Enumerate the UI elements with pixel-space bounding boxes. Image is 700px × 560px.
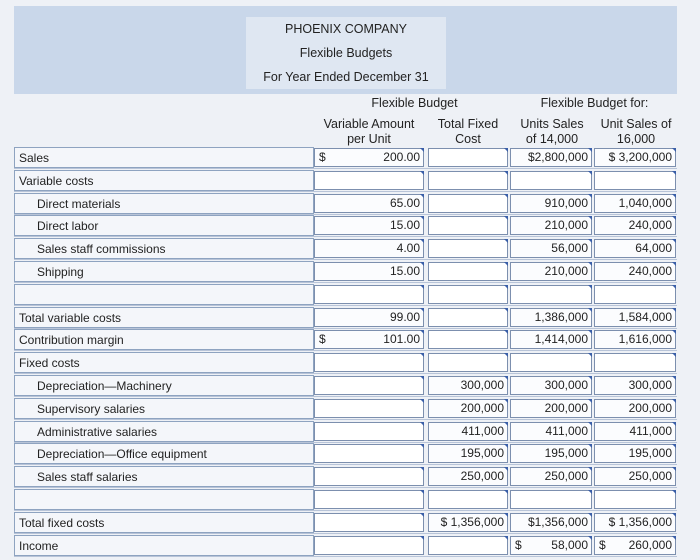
row-label-cell[interactable] bbox=[14, 375, 314, 396]
input-marker-icon bbox=[588, 376, 592, 380]
input-marker-icon bbox=[588, 490, 592, 494]
cell-var[interactable] bbox=[314, 444, 424, 463]
cell-u14[interactable] bbox=[510, 353, 592, 372]
cell-var[interactable] bbox=[314, 239, 424, 258]
cell-u14[interactable] bbox=[510, 194, 592, 213]
row-divider bbox=[14, 168, 677, 169]
input-marker-icon bbox=[504, 285, 508, 289]
input-marker-icon bbox=[420, 171, 424, 175]
input-marker-icon bbox=[420, 194, 424, 198]
row-label-cell[interactable] bbox=[14, 535, 314, 556]
cell-value: $2,800,000 bbox=[527, 150, 588, 164]
cell-value: 210,000 bbox=[544, 264, 588, 278]
group-flexible-budget-for: Flexible Budget for: bbox=[540, 96, 649, 110]
input-marker-icon bbox=[420, 444, 424, 448]
cell-u14[interactable] bbox=[510, 239, 592, 258]
row-label: Direct labor bbox=[37, 219, 99, 233]
input-marker-icon bbox=[420, 467, 424, 471]
cell-u16[interactable] bbox=[594, 308, 676, 327]
input-marker-icon bbox=[420, 330, 424, 334]
row-label-cell[interactable] bbox=[14, 147, 314, 168]
cell-value: 250,000 bbox=[460, 469, 504, 483]
cell-fixed[interactable] bbox=[428, 444, 508, 463]
cell-value: 101.00 bbox=[383, 332, 420, 346]
cell-value: 1,584,000 bbox=[618, 310, 672, 324]
cell-u14[interactable] bbox=[510, 536, 592, 555]
row-divider bbox=[14, 236, 677, 237]
input-marker-icon bbox=[504, 513, 508, 517]
input-marker-icon bbox=[504, 490, 508, 494]
row-label-cell[interactable] bbox=[14, 307, 314, 328]
cell-u14[interactable] bbox=[510, 216, 592, 235]
input-marker-icon bbox=[504, 353, 508, 357]
row-label: Total fixed costs bbox=[19, 516, 105, 530]
cell-value: 195,000 bbox=[544, 446, 588, 460]
input-marker-icon bbox=[504, 148, 508, 152]
cell-value: 195,000 bbox=[460, 446, 504, 460]
cell-u16[interactable] bbox=[594, 353, 676, 372]
input-marker-icon bbox=[588, 422, 592, 426]
row-label-cell[interactable] bbox=[14, 512, 314, 533]
row-label: Contribution margin bbox=[19, 333, 124, 347]
input-marker-icon bbox=[588, 536, 592, 540]
cell-value: 99.00 bbox=[389, 310, 420, 324]
input-marker-icon bbox=[588, 353, 592, 357]
cell-var[interactable] bbox=[314, 330, 424, 349]
row-divider bbox=[14, 191, 677, 192]
input-marker-icon bbox=[672, 467, 676, 471]
input-marker-icon bbox=[672, 490, 676, 494]
cell-value: 200,000 bbox=[544, 401, 588, 415]
cell-fixed[interactable] bbox=[428, 536, 508, 555]
input-marker-icon bbox=[420, 422, 424, 426]
row-label: Income bbox=[19, 539, 59, 553]
input-marker-icon bbox=[672, 216, 676, 220]
input-marker-icon bbox=[672, 513, 676, 517]
cell-fixed[interactable] bbox=[428, 239, 508, 258]
cell-fixed[interactable] bbox=[428, 171, 508, 190]
cell-value: 200.00 bbox=[383, 150, 420, 164]
cell-var[interactable] bbox=[314, 171, 424, 190]
input-marker-icon bbox=[504, 239, 508, 243]
cell-fixed[interactable] bbox=[428, 148, 508, 167]
cell-value: 411,000 bbox=[461, 424, 504, 438]
row-label: Depreciation—Office equipment bbox=[37, 447, 207, 461]
input-marker-icon bbox=[588, 513, 592, 517]
cell-value: 240,000 bbox=[628, 218, 672, 232]
cell-u16[interactable] bbox=[594, 216, 676, 235]
input-marker-icon bbox=[588, 467, 592, 471]
input-marker-icon bbox=[588, 399, 592, 403]
report-title: Flexible Budgets bbox=[246, 41, 446, 65]
cell-u16[interactable] bbox=[594, 536, 676, 555]
cell-var[interactable] bbox=[314, 353, 424, 372]
cell-value: 1,040,000 bbox=[618, 196, 672, 210]
cell-value: 58,000 bbox=[551, 538, 588, 552]
cell-u14[interactable] bbox=[510, 490, 592, 509]
row-label: Direct materials bbox=[37, 197, 121, 211]
cell-value: 250,000 bbox=[628, 469, 672, 483]
row-label: Sales bbox=[19, 151, 50, 165]
input-marker-icon bbox=[672, 422, 676, 426]
cell-u16[interactable] bbox=[594, 239, 676, 258]
row-label-cell[interactable] bbox=[14, 261, 314, 282]
row-divider bbox=[14, 373, 677, 374]
cell-fixed[interactable] bbox=[428, 262, 508, 281]
input-marker-icon bbox=[588, 330, 592, 334]
cell-u16[interactable] bbox=[594, 422, 676, 441]
cell-u14[interactable] bbox=[510, 513, 592, 532]
row-label-cell[interactable] bbox=[14, 170, 314, 191]
cell-value: 15.00 bbox=[389, 218, 420, 232]
input-marker-icon bbox=[420, 399, 424, 403]
cell-var[interactable] bbox=[314, 513, 424, 532]
cell-value: 910,000 bbox=[544, 196, 588, 210]
group-flexible-budget: Flexible Budget bbox=[371, 96, 458, 110]
cell-value: 240,000 bbox=[628, 264, 672, 278]
cell-u14[interactable] bbox=[510, 422, 592, 441]
cell-var[interactable] bbox=[314, 194, 424, 213]
input-marker-icon bbox=[420, 148, 424, 152]
cell-value: 250,000 bbox=[544, 469, 588, 483]
cell-fixed[interactable] bbox=[428, 353, 508, 372]
input-marker-icon bbox=[504, 399, 508, 403]
cell-u14[interactable] bbox=[510, 285, 592, 304]
cell-value: 1,414,000 bbox=[534, 332, 588, 346]
input-marker-icon bbox=[504, 171, 508, 175]
dollar-sign: $ bbox=[319, 332, 326, 346]
cell-u16[interactable] bbox=[594, 171, 676, 190]
input-marker-icon bbox=[588, 216, 592, 220]
input-marker-icon bbox=[420, 536, 424, 540]
input-marker-icon bbox=[672, 308, 676, 312]
cell-value: 56,000 bbox=[551, 241, 588, 255]
input-marker-icon bbox=[588, 194, 592, 198]
cell-var[interactable] bbox=[314, 308, 424, 327]
input-marker-icon bbox=[672, 376, 676, 380]
col-units16-header: Unit Sales of 16,000 bbox=[600, 117, 672, 146]
cell-var[interactable] bbox=[314, 490, 424, 509]
cell-u16[interactable] bbox=[594, 399, 676, 418]
report-period: For Year Ended December 31 bbox=[246, 65, 446, 89]
input-marker-icon bbox=[420, 353, 424, 357]
cell-value: 65.00 bbox=[389, 196, 420, 210]
input-marker-icon bbox=[588, 285, 592, 289]
cell-value: 300,000 bbox=[628, 378, 672, 392]
row-divider bbox=[14, 533, 677, 534]
cell-u16[interactable] bbox=[594, 467, 676, 486]
cell-value: $ 1,356,000 bbox=[440, 515, 504, 529]
input-marker-icon bbox=[588, 239, 592, 243]
cell-value: 260,000 bbox=[628, 538, 672, 552]
cell-value: 1,616,000 bbox=[618, 332, 672, 346]
cell-value: 15.00 bbox=[389, 264, 420, 278]
row-label: Sales staff salaries bbox=[37, 470, 138, 484]
input-marker-icon bbox=[504, 262, 508, 266]
cell-u14[interactable] bbox=[510, 148, 592, 167]
row-divider bbox=[14, 556, 677, 557]
input-marker-icon bbox=[588, 308, 592, 312]
row-label-cell[interactable] bbox=[14, 489, 314, 510]
input-marker-icon bbox=[420, 216, 424, 220]
input-marker-icon bbox=[672, 171, 676, 175]
dollar-sign: $ bbox=[599, 538, 606, 552]
cell-u16[interactable] bbox=[594, 194, 676, 213]
cell-fixed[interactable] bbox=[428, 422, 508, 441]
cell-u16[interactable] bbox=[594, 513, 676, 532]
cell-u16[interactable] bbox=[594, 262, 676, 281]
company-title: PHOENIX COMPANY bbox=[246, 17, 446, 41]
cell-fixed[interactable] bbox=[428, 513, 508, 532]
input-marker-icon bbox=[420, 490, 424, 494]
input-marker-icon bbox=[420, 285, 424, 289]
input-marker-icon bbox=[588, 148, 592, 152]
row-label-cell[interactable] bbox=[14, 443, 314, 464]
cell-u14[interactable] bbox=[510, 399, 592, 418]
cell-u14[interactable] bbox=[510, 467, 592, 486]
row-label: Depreciation—Machinery bbox=[37, 379, 172, 393]
cell-u14[interactable] bbox=[510, 308, 592, 327]
cell-var[interactable] bbox=[314, 467, 424, 486]
cell-u14[interactable] bbox=[510, 262, 592, 281]
cell-fixed[interactable] bbox=[428, 330, 508, 349]
cell-u16[interactable] bbox=[594, 330, 676, 349]
cell-value: 300,000 bbox=[544, 378, 588, 392]
input-marker-icon bbox=[420, 376, 424, 380]
input-marker-icon bbox=[504, 467, 508, 471]
input-marker-icon bbox=[504, 536, 508, 540]
input-marker-icon bbox=[504, 376, 508, 380]
cell-fixed[interactable] bbox=[428, 308, 508, 327]
cell-value: 4.00 bbox=[396, 241, 420, 255]
input-marker-icon bbox=[672, 262, 676, 266]
cell-u16[interactable] bbox=[594, 376, 676, 395]
input-marker-icon bbox=[420, 308, 424, 312]
cell-value: 1,386,000 bbox=[534, 310, 588, 324]
row-label: Supervisory salaries bbox=[37, 402, 146, 416]
cell-value: $ 1,356,000 bbox=[608, 515, 672, 529]
cell-value: 195,000 bbox=[628, 446, 672, 460]
cell-fixed[interactable] bbox=[428, 467, 508, 486]
cell-fixed[interactable] bbox=[428, 490, 508, 509]
input-marker-icon bbox=[672, 285, 676, 289]
input-marker-icon bbox=[672, 194, 676, 198]
input-marker-icon bbox=[672, 444, 676, 448]
input-marker-icon bbox=[420, 239, 424, 243]
row-label: Fixed costs bbox=[19, 356, 80, 370]
row-label-cell[interactable] bbox=[14, 284, 314, 305]
input-marker-icon bbox=[504, 330, 508, 334]
input-marker-icon bbox=[672, 148, 676, 152]
cell-fixed[interactable] bbox=[428, 216, 508, 235]
cell-fixed[interactable] bbox=[428, 194, 508, 213]
row-label: Variable costs bbox=[19, 174, 94, 188]
cell-u16[interactable] bbox=[594, 490, 676, 509]
cell-value: 300,000 bbox=[460, 378, 504, 392]
input-marker-icon bbox=[672, 536, 676, 540]
input-marker-icon bbox=[420, 262, 424, 266]
cell-fixed[interactable] bbox=[428, 285, 508, 304]
input-marker-icon bbox=[588, 444, 592, 448]
cell-u16[interactable] bbox=[594, 444, 676, 463]
input-marker-icon bbox=[504, 216, 508, 220]
cell-var[interactable] bbox=[314, 262, 424, 281]
input-marker-icon bbox=[672, 239, 676, 243]
row-label-cell[interactable] bbox=[14, 398, 314, 419]
input-marker-icon bbox=[672, 399, 676, 403]
input-marker-icon bbox=[504, 422, 508, 426]
row-label-cell[interactable] bbox=[14, 193, 314, 214]
row-label-cell[interactable] bbox=[14, 352, 314, 373]
input-marker-icon bbox=[672, 330, 676, 334]
input-marker-icon bbox=[420, 513, 424, 517]
cell-var[interactable] bbox=[314, 216, 424, 235]
row-divider bbox=[14, 282, 677, 283]
row-label-cell[interactable] bbox=[14, 329, 314, 350]
cell-value: 210,000 bbox=[544, 218, 588, 232]
cell-var[interactable] bbox=[314, 422, 424, 441]
input-marker-icon bbox=[588, 262, 592, 266]
row-label-cell[interactable] bbox=[14, 238, 314, 259]
row-divider bbox=[14, 305, 677, 306]
col-fixed-header: Total Fixed Cost bbox=[437, 117, 499, 146]
input-marker-icon bbox=[504, 194, 508, 198]
cell-value: 200,000 bbox=[628, 401, 672, 415]
cell-value: $1,356,000 bbox=[527, 515, 588, 529]
cell-u14[interactable] bbox=[510, 444, 592, 463]
cell-u16[interactable] bbox=[594, 148, 676, 167]
col-units14-header: Units Sales of 14,000 bbox=[520, 117, 584, 146]
row-label: Administrative salaries bbox=[37, 425, 158, 439]
cell-var[interactable] bbox=[314, 536, 424, 555]
cell-value: $ 3,200,000 bbox=[608, 150, 672, 164]
input-marker-icon bbox=[588, 171, 592, 175]
cell-u14[interactable] bbox=[510, 330, 592, 349]
input-marker-icon bbox=[672, 353, 676, 357]
cell-var[interactable] bbox=[314, 148, 424, 167]
row-label: Sales staff commissions bbox=[37, 242, 166, 256]
cell-fixed[interactable] bbox=[428, 399, 508, 418]
cell-u16[interactable] bbox=[594, 285, 676, 304]
cell-var[interactable] bbox=[314, 376, 424, 395]
dollar-sign: $ bbox=[319, 150, 326, 164]
cell-fixed[interactable] bbox=[428, 376, 508, 395]
input-marker-icon bbox=[504, 444, 508, 448]
cell-value: 411,000 bbox=[629, 424, 672, 438]
row-label-cell[interactable] bbox=[14, 466, 314, 487]
row-label-cell[interactable] bbox=[14, 421, 314, 442]
cell-u14[interactable] bbox=[510, 171, 592, 190]
cell-var[interactable] bbox=[314, 399, 424, 418]
row-divider bbox=[14, 510, 677, 511]
col-variable-header: Variable Amount per Unit bbox=[323, 117, 415, 146]
cell-value: 200,000 bbox=[460, 401, 504, 415]
cell-u14[interactable] bbox=[510, 376, 592, 395]
row-label-cell[interactable] bbox=[14, 215, 314, 236]
cell-value: 411,000 bbox=[545, 424, 588, 438]
cell-var[interactable] bbox=[314, 285, 424, 304]
input-marker-icon bbox=[504, 308, 508, 312]
dollar-sign: $ bbox=[515, 538, 522, 552]
cell-value: 64,000 bbox=[635, 241, 672, 255]
row-label: Total variable costs bbox=[19, 311, 122, 325]
row-label: Shipping bbox=[37, 265, 84, 279]
